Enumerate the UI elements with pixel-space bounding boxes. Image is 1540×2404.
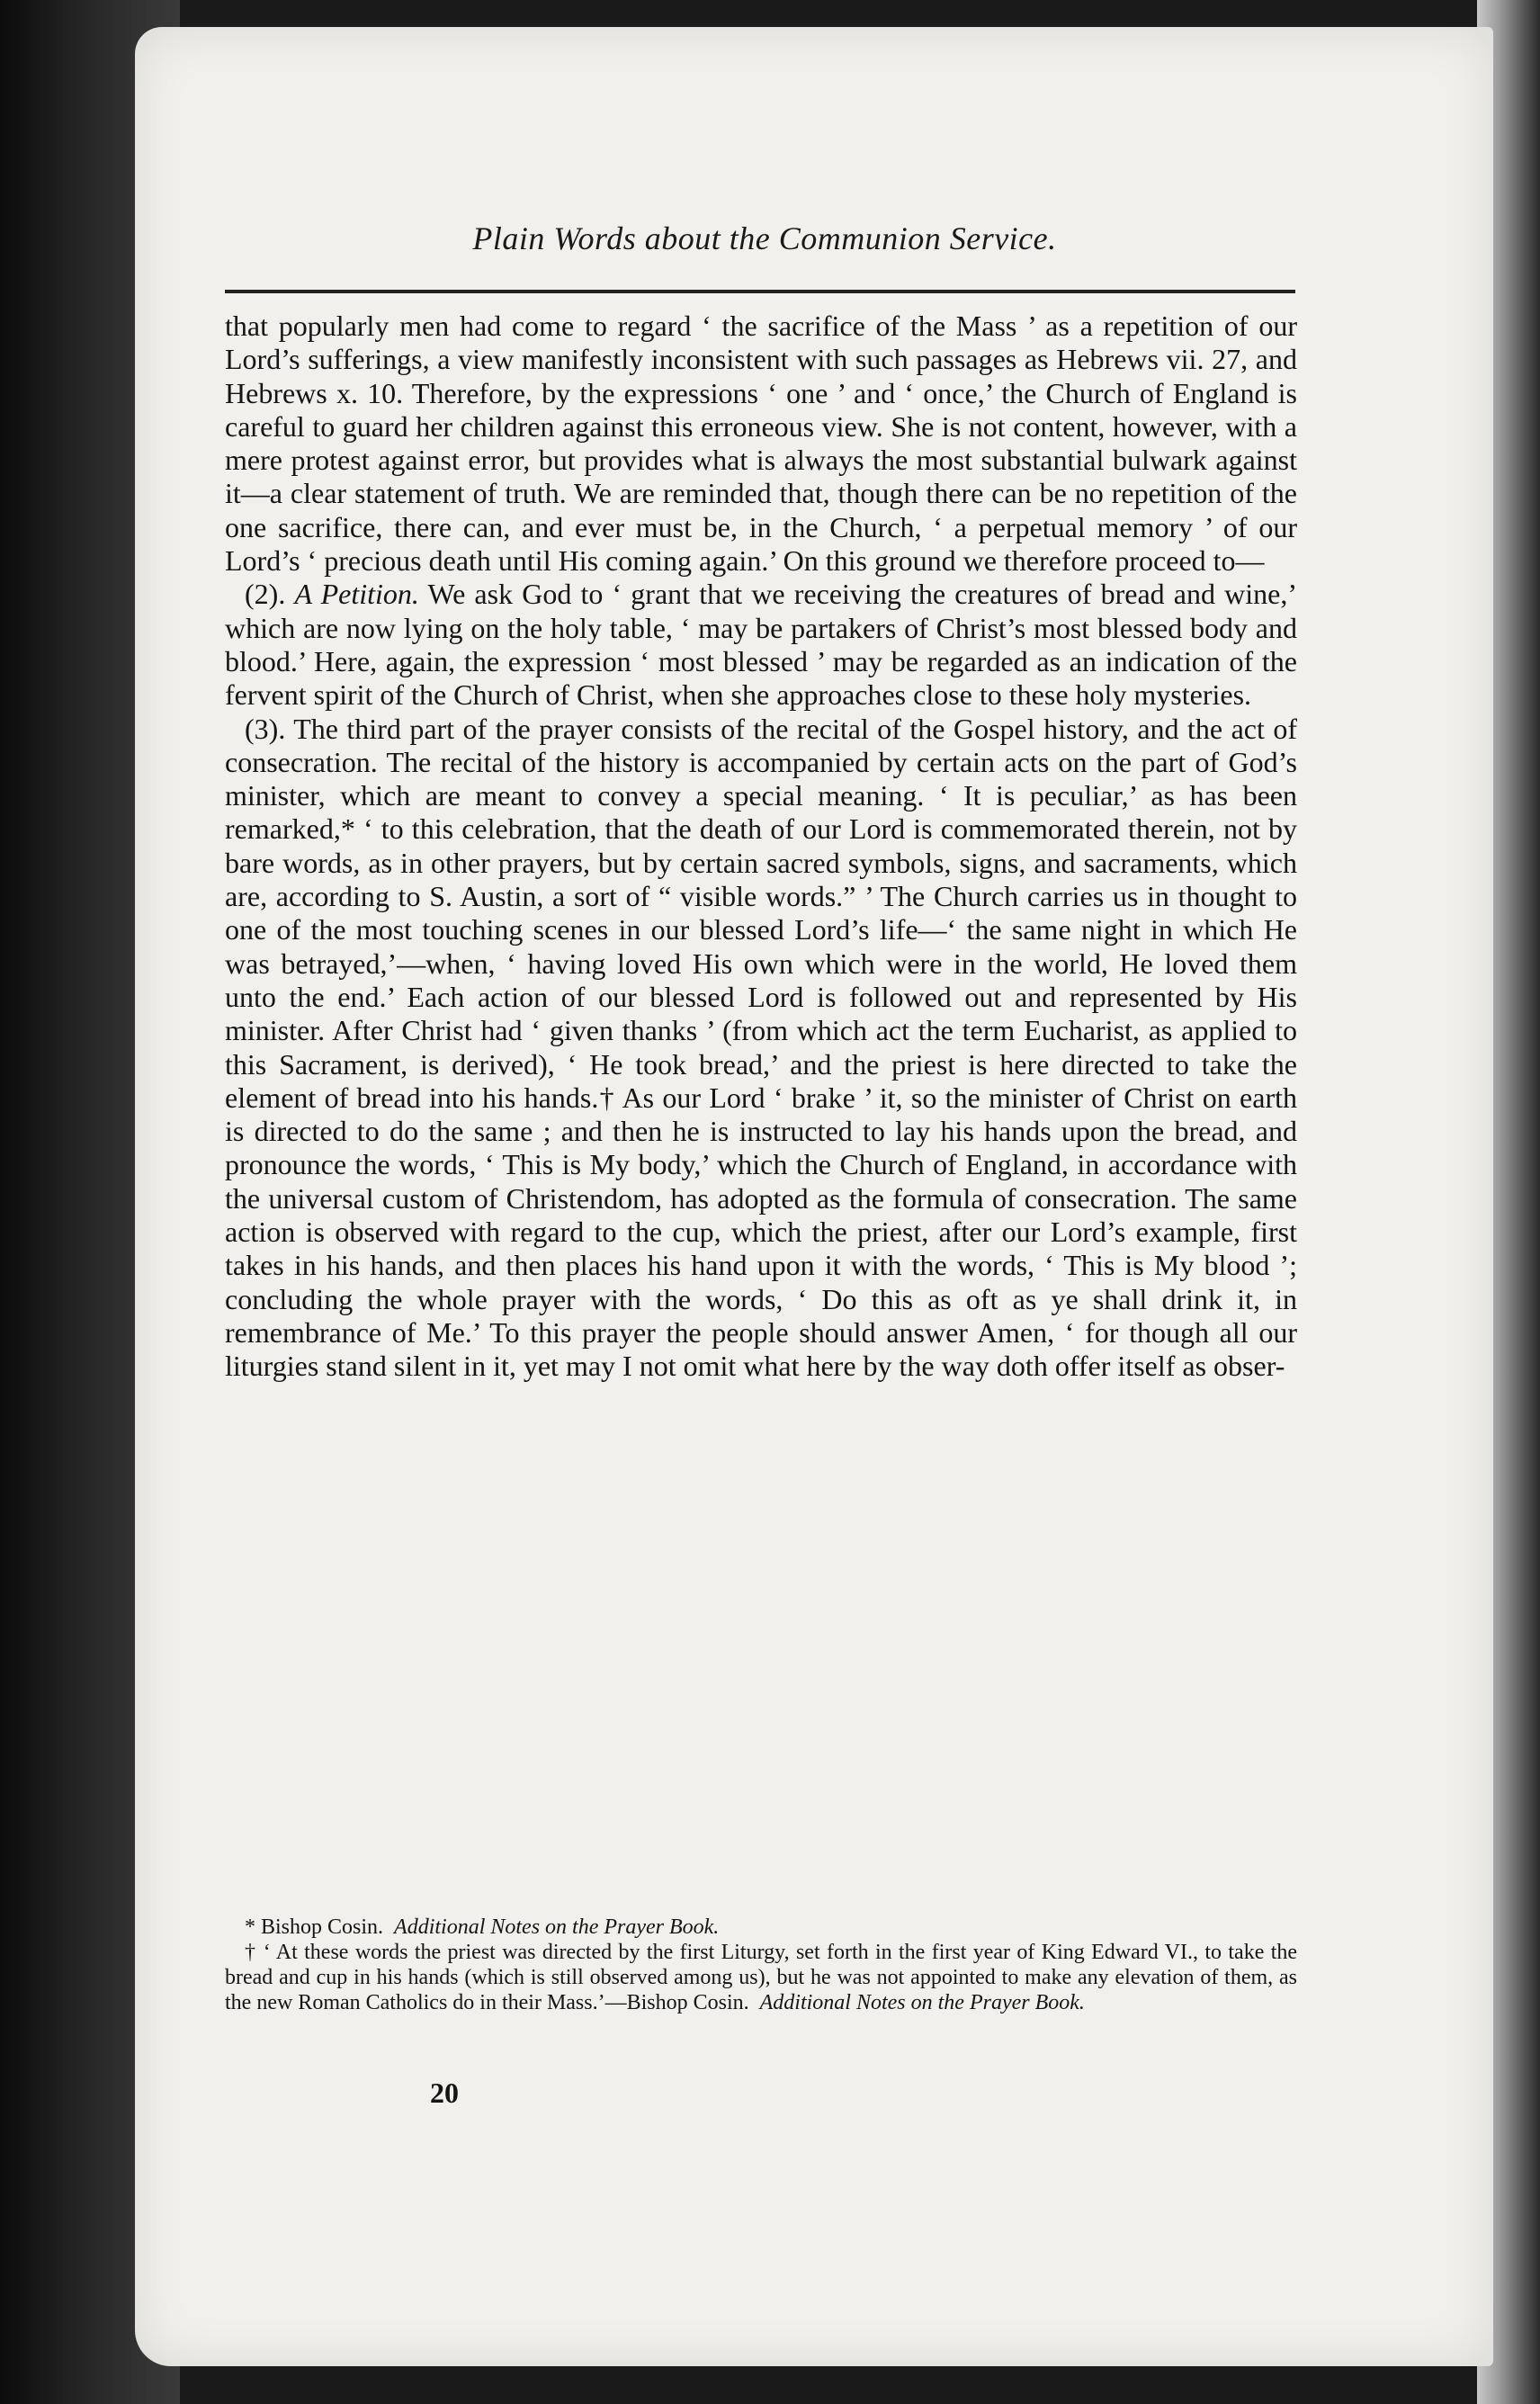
paragraph-2-text: We ask God to ‘ grant that we receiving the creatures of bread and wine,’ which are now lying on the holy table, ‘ may be partakers of Christ’s most blessed body and blood.’ Here, again, the expression ‘ most blessed ’ may be regarded as an indication of the fervent spirit of the Church of Christ, when she approaches close to these holy mysteries.: [225, 578, 1297, 712]
paragraph-1: that popularly men had come to regard ‘ the sacrifice of the Mass ’ as a repetition of our Lord’s sufferings, a view manifestly inconsistent with such passages as Hebrews vii. 27, and Hebrews x. 10. Therefore, by the expressions ‘ one ’ and ‘ once,’ the Church of England is careful to guard her children against this erroneous view. She is not content, however, with a mere protest against error, but provides what is always the most substantial bulwark against it—a clear statement of truth. We are reminded that, though there can be no repetition of the one sacrifice, there can, and ever must be, in the Church, ‘ a perpetual memory ’ of our Lord’s ‘ precious death until His coming again.’ On this ground we therefore proceed to—: [225, 309, 1297, 578]
footnote-2-marker: †: [245, 1941, 257, 1964]
footnote-1-source: Additional Notes on the Prayer Book.: [394, 1915, 720, 1939]
footnote-2-source: Additional Notes on the Prayer Book.: [759, 1991, 1085, 2014]
paragraph-2: [225, 578, 1297, 712]
paragraph-2-heading: A Petition.: [294, 578, 419, 611]
footnote-1-text: Bishop Cosin.: [261, 1915, 384, 1939]
footnote-2: [225, 1940, 1297, 2015]
page-number: 20: [430, 2077, 459, 2109]
header-rule: [225, 290, 1295, 293]
footnote-2-text: ‘ At these words the priest was directed by the first Liturgy, set forth in the first year of King Edward VI., to take the bread and cup in his hands (which is still observed among us), but he was not appointed to make any elevation of them, as the new Roman Catholics do in their Mass.’—Bishop Cosin.: [225, 1941, 1298, 2014]
running-header: Plain Words about the Communion Service.: [472, 220, 1057, 256]
paragraph-3: (3). The third part of the prayer consists of the recital of the Gospel history, and the act of consecration. The recital of the history is accompanied by certain acts on the part of God’s minister, which are meant to convey a special meaning. ‘ It is peculiar,’ as has been remarked,* ‘ to this celebration, that the death of our Lord is commemorated therein, not by bare words, as in other prayers, but by certain sacred symbols, signs, and sacraments, which are, according to S. Austin, a sort of “ visible words.” ’ The Church carries us in thought to one of the most touching scenes in our blessed Lord’s life—‘ the same night in which He was betrayed,’—when, ‘ having loved His own which were in the world, He loved them unto the end.’ Each action of our blessed Lord is followed out and represented by His minister. After Christ had ‘ given thanks ’ (from which act the term Eucharist, as applied to this Sacrament, is derived), ‘ He took bread,’ and the priest is here directed to take the element of bread into his hands.† As our Lord ‘ brake ’ it, so the minister of Christ on earth is directed to do the same ; and then he is instructed to lay his hands upon the bread, and pronounce the words, ‘ This is My body,’ which the Church of England, in accordance with the universal custom of Christendom, has adopted as the formula of consecration. The same action is observed with regard to the cup, which the priest, after our Lord’s example, first takes in his hands, and then places his hand upon it with the words, ‘ This is My blood ’; concluding the whole prayer with the words, ‘ Do this as oft as ye shall drink it, in remembrance of Me.’ To this prayer the people should answer Amen, ‘ for though all our liturgies stand silent in it, yet may I not omit what here by the way doth offer itself as obser-: [225, 712, 1297, 1383]
footnote-1-marker: *: [245, 1915, 255, 1939]
body-text: [225, 309, 1297, 1384]
paragraph-2-number: (2).: [245, 578, 286, 611]
footnotes: [225, 1915, 1297, 2015]
footnote-1: [225, 1915, 1297, 1940]
